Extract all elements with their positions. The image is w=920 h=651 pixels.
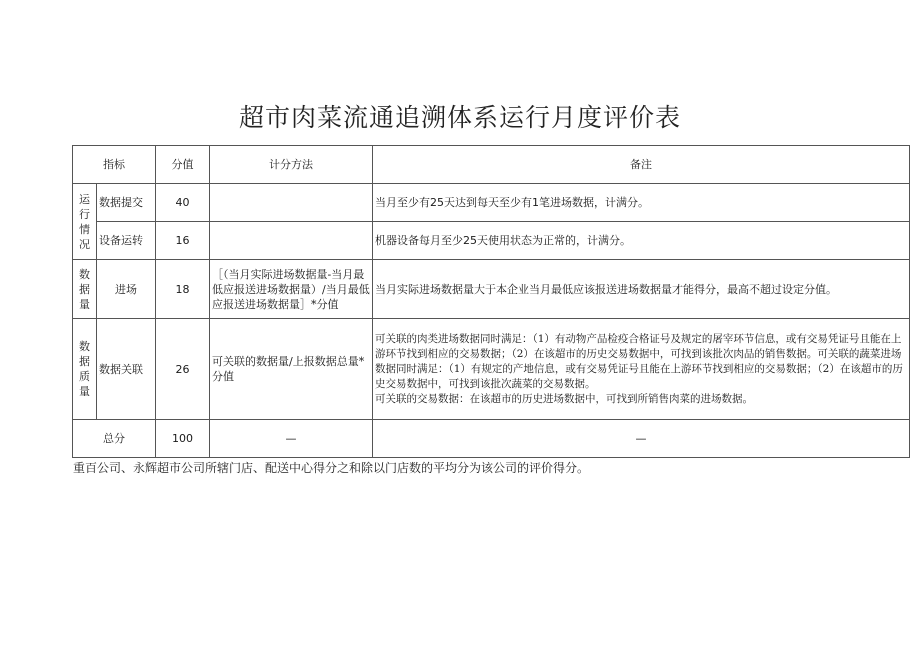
- row-name: 数据提交: [97, 184, 156, 222]
- row-name: 进场: [97, 260, 156, 319]
- group-label-quantity: 数据量: [73, 260, 97, 319]
- remark-paragraph: 可关联的肉类进场数据同时满足：（1）有动物产品检疫合格证号及规定的屠宰环节信息，或有交易凭证号且能在上游环节找到相应的交易数据；（2）在该超市的历史交易数据中，可找到该批次肉品的销售数据。可关联的蔬菜进场数据同时满足：（1）有规定的产地信息，或有交易凭证号且能在上游环节找到相应的交易数据；（2）在该超市的历史交易数据中，可找到该批次蔬菜的交易数据。: [375, 332, 903, 390]
- remark-paragraph: 可关联的交易数据：在该超市的历史进场数据中，可找到所销售肉菜的进场数据。: [375, 392, 753, 405]
- footnote: 重百公司、永辉超市公司所辖门店、配送中心得分之和除以门店数的平均分为该公司的评价得分。: [73, 461, 590, 475]
- header-score: 分值: [156, 146, 210, 184]
- header-indicator: 指标: [73, 146, 156, 184]
- total-row: [73, 420, 910, 458]
- header-row: [73, 146, 910, 184]
- row-method: [210, 184, 373, 222]
- row-remark: 当月实际进场数据量大于本企业当月最低应该报送进场数据量才能得分，最高不超过设定分值。: [373, 260, 910, 319]
- row-remark: [373, 319, 910, 420]
- row-method: [210, 222, 373, 260]
- row-score: 40: [156, 184, 210, 222]
- row-score: 26: [156, 319, 210, 420]
- row-remark: 机器设备每月至少25天使用状态为正常的，计满分。: [373, 222, 910, 260]
- total-label: 总分: [73, 420, 156, 458]
- total-remark: —: [373, 420, 910, 458]
- row-remark: 当月至少有25天达到每天至少有1笔进场数据，计满分。: [373, 184, 910, 222]
- page-title: 超市肉菜流通追溯体系运行月度评价表: [238, 103, 681, 132]
- row-name: 设备运转: [97, 222, 156, 260]
- group-label-operation: 运行情况: [73, 184, 97, 260]
- evaluation-table: [72, 145, 910, 458]
- header-remark: 备注: [373, 146, 910, 184]
- total-score: 100: [156, 420, 210, 458]
- table-row: [73, 319, 910, 420]
- header-method: 计分方法: [210, 146, 373, 184]
- group-label-quality: 数据质量: [73, 319, 97, 420]
- row-method: ［（当月实际进场数据量-当月最低应报送进场数据量）/当月最低应报送进场数据量］*分值: [210, 260, 373, 319]
- table-row: [73, 184, 910, 222]
- table-row: [73, 260, 910, 319]
- row-method: 可关联的数据量/上报数据总量*分值: [210, 319, 373, 420]
- row-score: 16: [156, 222, 210, 260]
- row-score: 18: [156, 260, 210, 319]
- total-method: —: [210, 420, 373, 458]
- row-name: 数据关联: [97, 319, 156, 420]
- table-row: [73, 222, 910, 260]
